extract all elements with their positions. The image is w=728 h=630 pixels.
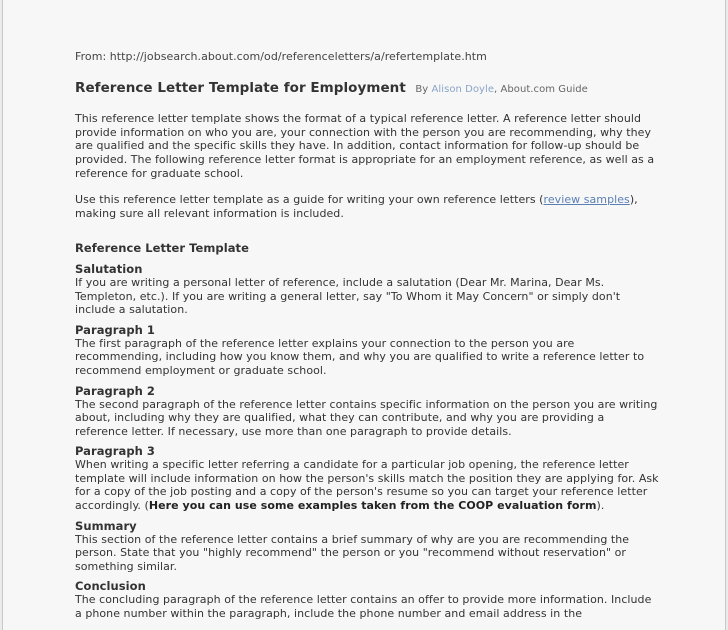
paragraph-1-body: The first paragraph of the reference letter explains your connection to the person you are recommending, including how you know them, and why you are qualified to write a reference letter to recommend employment or graduate school. (75, 336, 645, 377)
review-samples-link[interactable]: review samples (543, 193, 630, 207)
conclusion-heading: Conclusion (75, 579, 146, 594)
intro-2-text-before: Use this reference letter template as a guide for writing your own reference letters ( (75, 193, 544, 207)
paragraph-3-body (75, 458, 659, 512)
paragraph-2-body: The second paragraph of the reference letter contains specific information on the person you are writing about, including why they are qualified, what they can contribute, and why you are providing a reference letter. If necessary, use more than one paragraph to provide details. (75, 397, 658, 438)
salutation-body: If you are writing a personal letter of reference, include a salutation (Dear Mr. Marina, Dear Ms. Templeton, etc.). If you are writing a general letter, say "To Whom it May Concern" or simply don't include a salutation. (75, 275, 621, 317)
title-row (75, 79, 659, 97)
coop-evaluation-emphasis: Here you can use some examples taken from the COOP evaluation form (148, 499, 597, 513)
paragraph-3-heading: Paragraph 3 (75, 444, 155, 459)
byline-prefix: By (415, 83, 429, 95)
document-page (2, 0, 726, 630)
paragraph-3-text-before: When writing a specific letter referring a candidate for a particular job opening, the reference letter template will include information on how the person's skills match the position they are applying for. Ask for a copy of the job posting and a copy of the person's resume so you can target your reference letter accordingly. ( (75, 458, 659, 513)
intro-2-text-after: ), making sure all relevant information is included. (75, 193, 638, 220)
author-name: Alison Doyle (431, 83, 495, 95)
template-heading: Reference Letter Template (75, 241, 249, 256)
paragraph-2-heading: Paragraph 2 (75, 383, 155, 398)
conclusion-body: The concluding paragraph of the reference letter contains an offer to provide more information. Include a phone number within the paragraph, include the phone number and email address in the (75, 593, 652, 621)
document-content (75, 50, 659, 627)
intro-paragraph-1: This reference letter template shows the format of a typical reference letter. A reference letter should provide information on who you are, your connection with the person you are recommending, why they are qualified and the specific skills they have. In addition, contact information for follow-up should be provided. The following reference letter format is appropriate for an employment reference, as well as a reference for graduate school. (75, 112, 655, 180)
byline (415, 84, 588, 95)
byline-suffix: , About.com Guide (494, 83, 588, 95)
source-url-line: From: http://jobsearch.about.com/od/referenceletters/a/refertemplate.htm (75, 50, 487, 63)
paragraph-1-heading: Paragraph 1 (75, 322, 155, 337)
salutation-heading: Salutation (75, 261, 143, 276)
intro-paragraph-2 (75, 193, 659, 220)
summary-body: This section of the reference letter contains a brief summary of why are you are recommending the person. State that you "highly recommend" the person or you "recommend without reservation" or something similar. (75, 532, 630, 573)
summary-heading: Summary (75, 518, 137, 533)
paragraph-3-text-after: ). (596, 499, 605, 513)
document-title: Reference Letter Template for Employment (75, 79, 406, 96)
